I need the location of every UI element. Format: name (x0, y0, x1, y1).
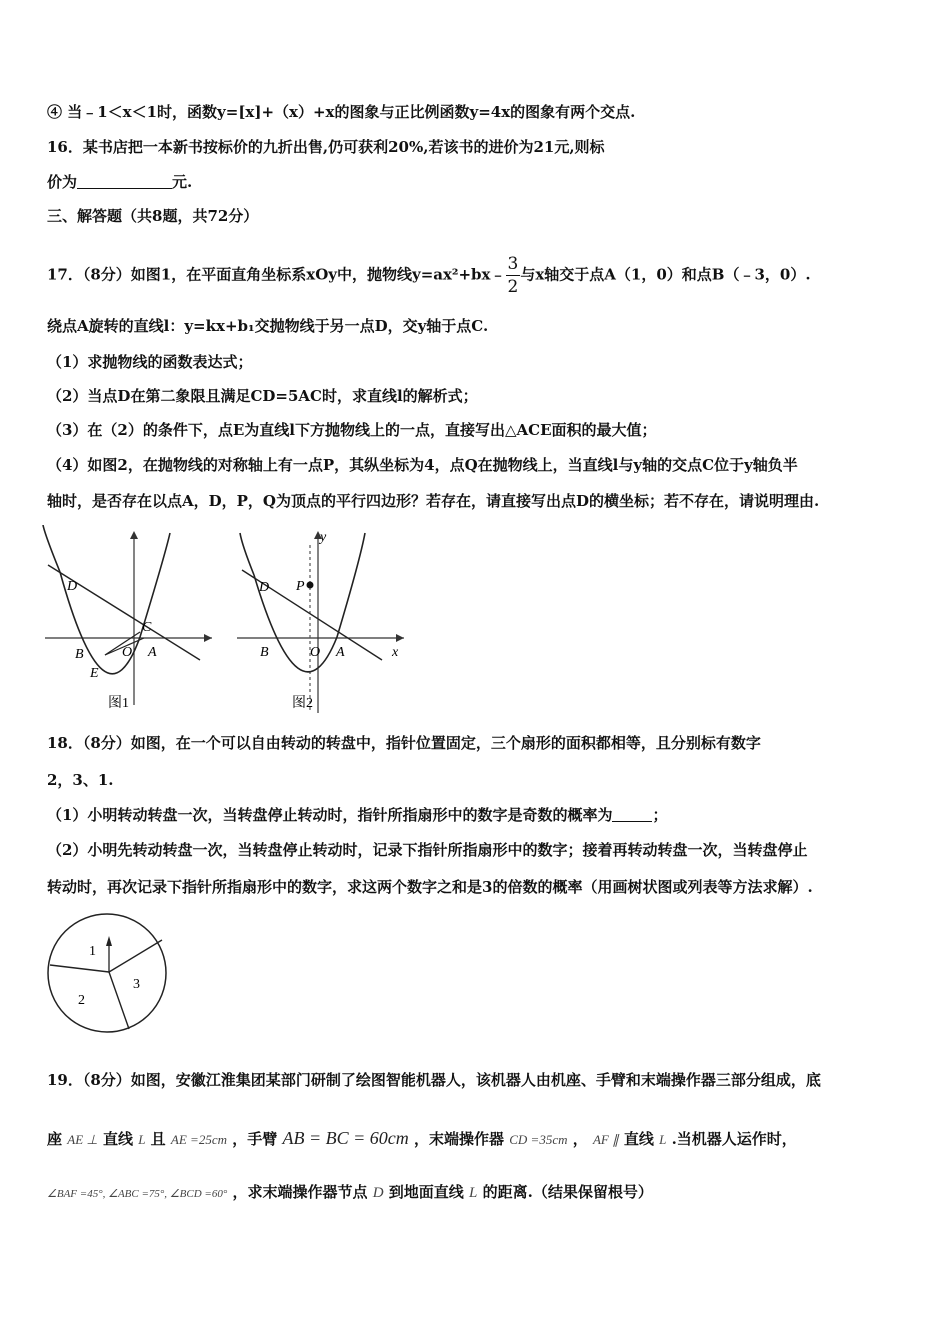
figure-2 (232, 525, 412, 715)
figure-1-caption: 图1 (108, 696, 129, 711)
section-heading: 三、解答题（共8题，共72分） (47, 207, 259, 225)
q17-text-a: 17．（8分）如图1，在平面直角坐标系xOy中，抛物线y=ax²+bx﹣ (47, 265, 506, 284)
q17-part1: （1）求抛物线的函数表达式； (47, 353, 253, 371)
q17-text-b: 与x轴交于点A（1，0）和点B（﹣3，0）. (520, 265, 811, 284)
q19-text: 的距离.（结果保留根号） (482, 1183, 653, 1201)
question-19-line2 (47, 1128, 910, 1150)
q19-text: ，手臂 (232, 1130, 278, 1148)
label-b: B (260, 645, 269, 660)
figure-2-caption: 图2 (292, 696, 313, 711)
sector-label-3: 3 (133, 977, 140, 992)
spinner-figure (44, 910, 174, 1040)
spinner-circle (48, 914, 166, 1032)
label-c: C (142, 620, 152, 635)
sector-divider (50, 965, 109, 972)
label-a: A (148, 645, 157, 660)
q19-text: .当机器人运作时， (671, 1130, 797, 1148)
q18-part1-text: （1）小明转动转盘一次，当转盘停止转动时，指针所指扇形中的数字是奇数的概率为 (47, 806, 613, 824)
label-x: x (392, 645, 399, 660)
q19-text: 直线 (623, 1130, 654, 1148)
math-l: L (138, 1132, 146, 1147)
q19-text: 到地面直线 (388, 1183, 464, 1201)
math-ae-length: AE =25cm (170, 1132, 227, 1147)
x-axis-arrow (204, 634, 212, 642)
q17-part3: （3）在（2）的条件下，点E为直线l下方抛物线上的一点，直接写出△ACE面积的最大值； (47, 421, 657, 439)
label-o: O (310, 645, 321, 660)
answer-blank[interactable] (77, 174, 172, 189)
answer-blank[interactable] (612, 807, 652, 822)
question-18-line2: 2，3、1. (47, 771, 114, 789)
sector-divider (109, 972, 129, 1029)
question-19: 19．（8分）如图，安徽江淮集团某部门研制了绘图智能机器人，该机器人由机座、手臂和末端操作器三部分组成，底 (47, 1071, 821, 1089)
q18-part2: （2）小明先转动转盘一次，当转盘停止转动时，记录下指针所指扇形中的数字；接着再转动转盘一次，当转盘停止 (47, 841, 808, 859)
question-17-line2: 绕点A旋转的直线l：y=kx+b₁交抛物线于另一点D，交y轴于点C. (47, 317, 489, 335)
sector-label-2: 2 (78, 993, 85, 1008)
math-af-parallel: AF ∥ (592, 1132, 619, 1147)
q18-part1 (47, 805, 910, 825)
statement-4: ④ 当﹣1＜x＜1时，函数y=[x]+（x）+x的图象与正比例函数y=4x的图象有两个交点. (47, 103, 636, 121)
question-16: 16．某书店把一本新书按标价的九折出售,仍可获利20%,若该书的进价为21元,则标 (47, 138, 605, 156)
q17-part4-cont: 轴时，是否存在以点A，D，P，Q为顶点的平行四边形？若存在，请直接写出点D的横坐标；若不存在，请说明理由. (47, 492, 820, 510)
math-l: L (659, 1132, 667, 1147)
label-e: E (90, 666, 99, 681)
sector-label-1: 1 (89, 944, 96, 959)
math-l: L (469, 1185, 478, 1201)
parabola-left-arm (240, 533, 254, 575)
q17-part4: （4）如图2，在抛物线的对称轴上有一点P，其纵坐标为4，点Q在抛物线上，当直线l与y轴的交点C位于y轴负半 (47, 456, 798, 474)
label-a: A (336, 645, 345, 660)
x-axis-arrow (396, 634, 404, 642)
math-ae-perp: AE ⊥ (67, 1132, 98, 1147)
label-y: y (320, 530, 327, 545)
point-p (307, 582, 314, 589)
label-d: D (67, 579, 78, 594)
fraction: $\frac{3}{2}$ (507, 254, 519, 297)
q19-text: ， (572, 1130, 588, 1148)
pointer-arrow (106, 936, 112, 946)
math-d: D (372, 1185, 384, 1201)
q19-text: ，求末端操作器节点 (232, 1183, 368, 1201)
question-16-answer-line (47, 172, 910, 192)
label-o: O (122, 645, 133, 660)
q19-text: ，末端操作器 (413, 1130, 504, 1148)
math-angles: ∠BAF =45°, ∠ABC =75°, ∠BCD =60° (47, 1188, 228, 1200)
label-d: D (259, 580, 270, 595)
parabola-left-arm (43, 525, 60, 572)
q19-text: 直线 (102, 1130, 133, 1148)
question-18: 18．（8分）如图，在一个可以自由转动的转盘中，指针位置固定，三个扇形的面积都相等，且分别标有数字 (47, 734, 761, 752)
q16-unit: 元. (172, 173, 193, 191)
q18-part2-cont: 转动时，再次记录下指针所指扇形中的数字，求这两个数字之和是3的倍数的概率（用画树状图或列表等方法求解）. (47, 878, 813, 896)
label-p: P (296, 579, 305, 594)
question-17 (47, 253, 910, 298)
math-cd: CD =35cm (509, 1132, 568, 1147)
q19-text: 且 (150, 1130, 166, 1148)
label-b: B (75, 647, 84, 662)
y-axis-arrow (130, 531, 138, 539)
question-19-line3 (47, 1182, 910, 1204)
figure-1 (40, 525, 220, 715)
q19-text: 座 (47, 1130, 63, 1148)
q18-part1-end: ； (652, 806, 668, 824)
q16-text: 价为 (47, 173, 78, 191)
q17-part2: （2）当点D在第二象限且满足CD=5AC时，求直线l的解析式； (47, 387, 478, 405)
sector-divider (109, 940, 162, 972)
math-ab-bc: AB = BC = 60cm (282, 1128, 409, 1148)
